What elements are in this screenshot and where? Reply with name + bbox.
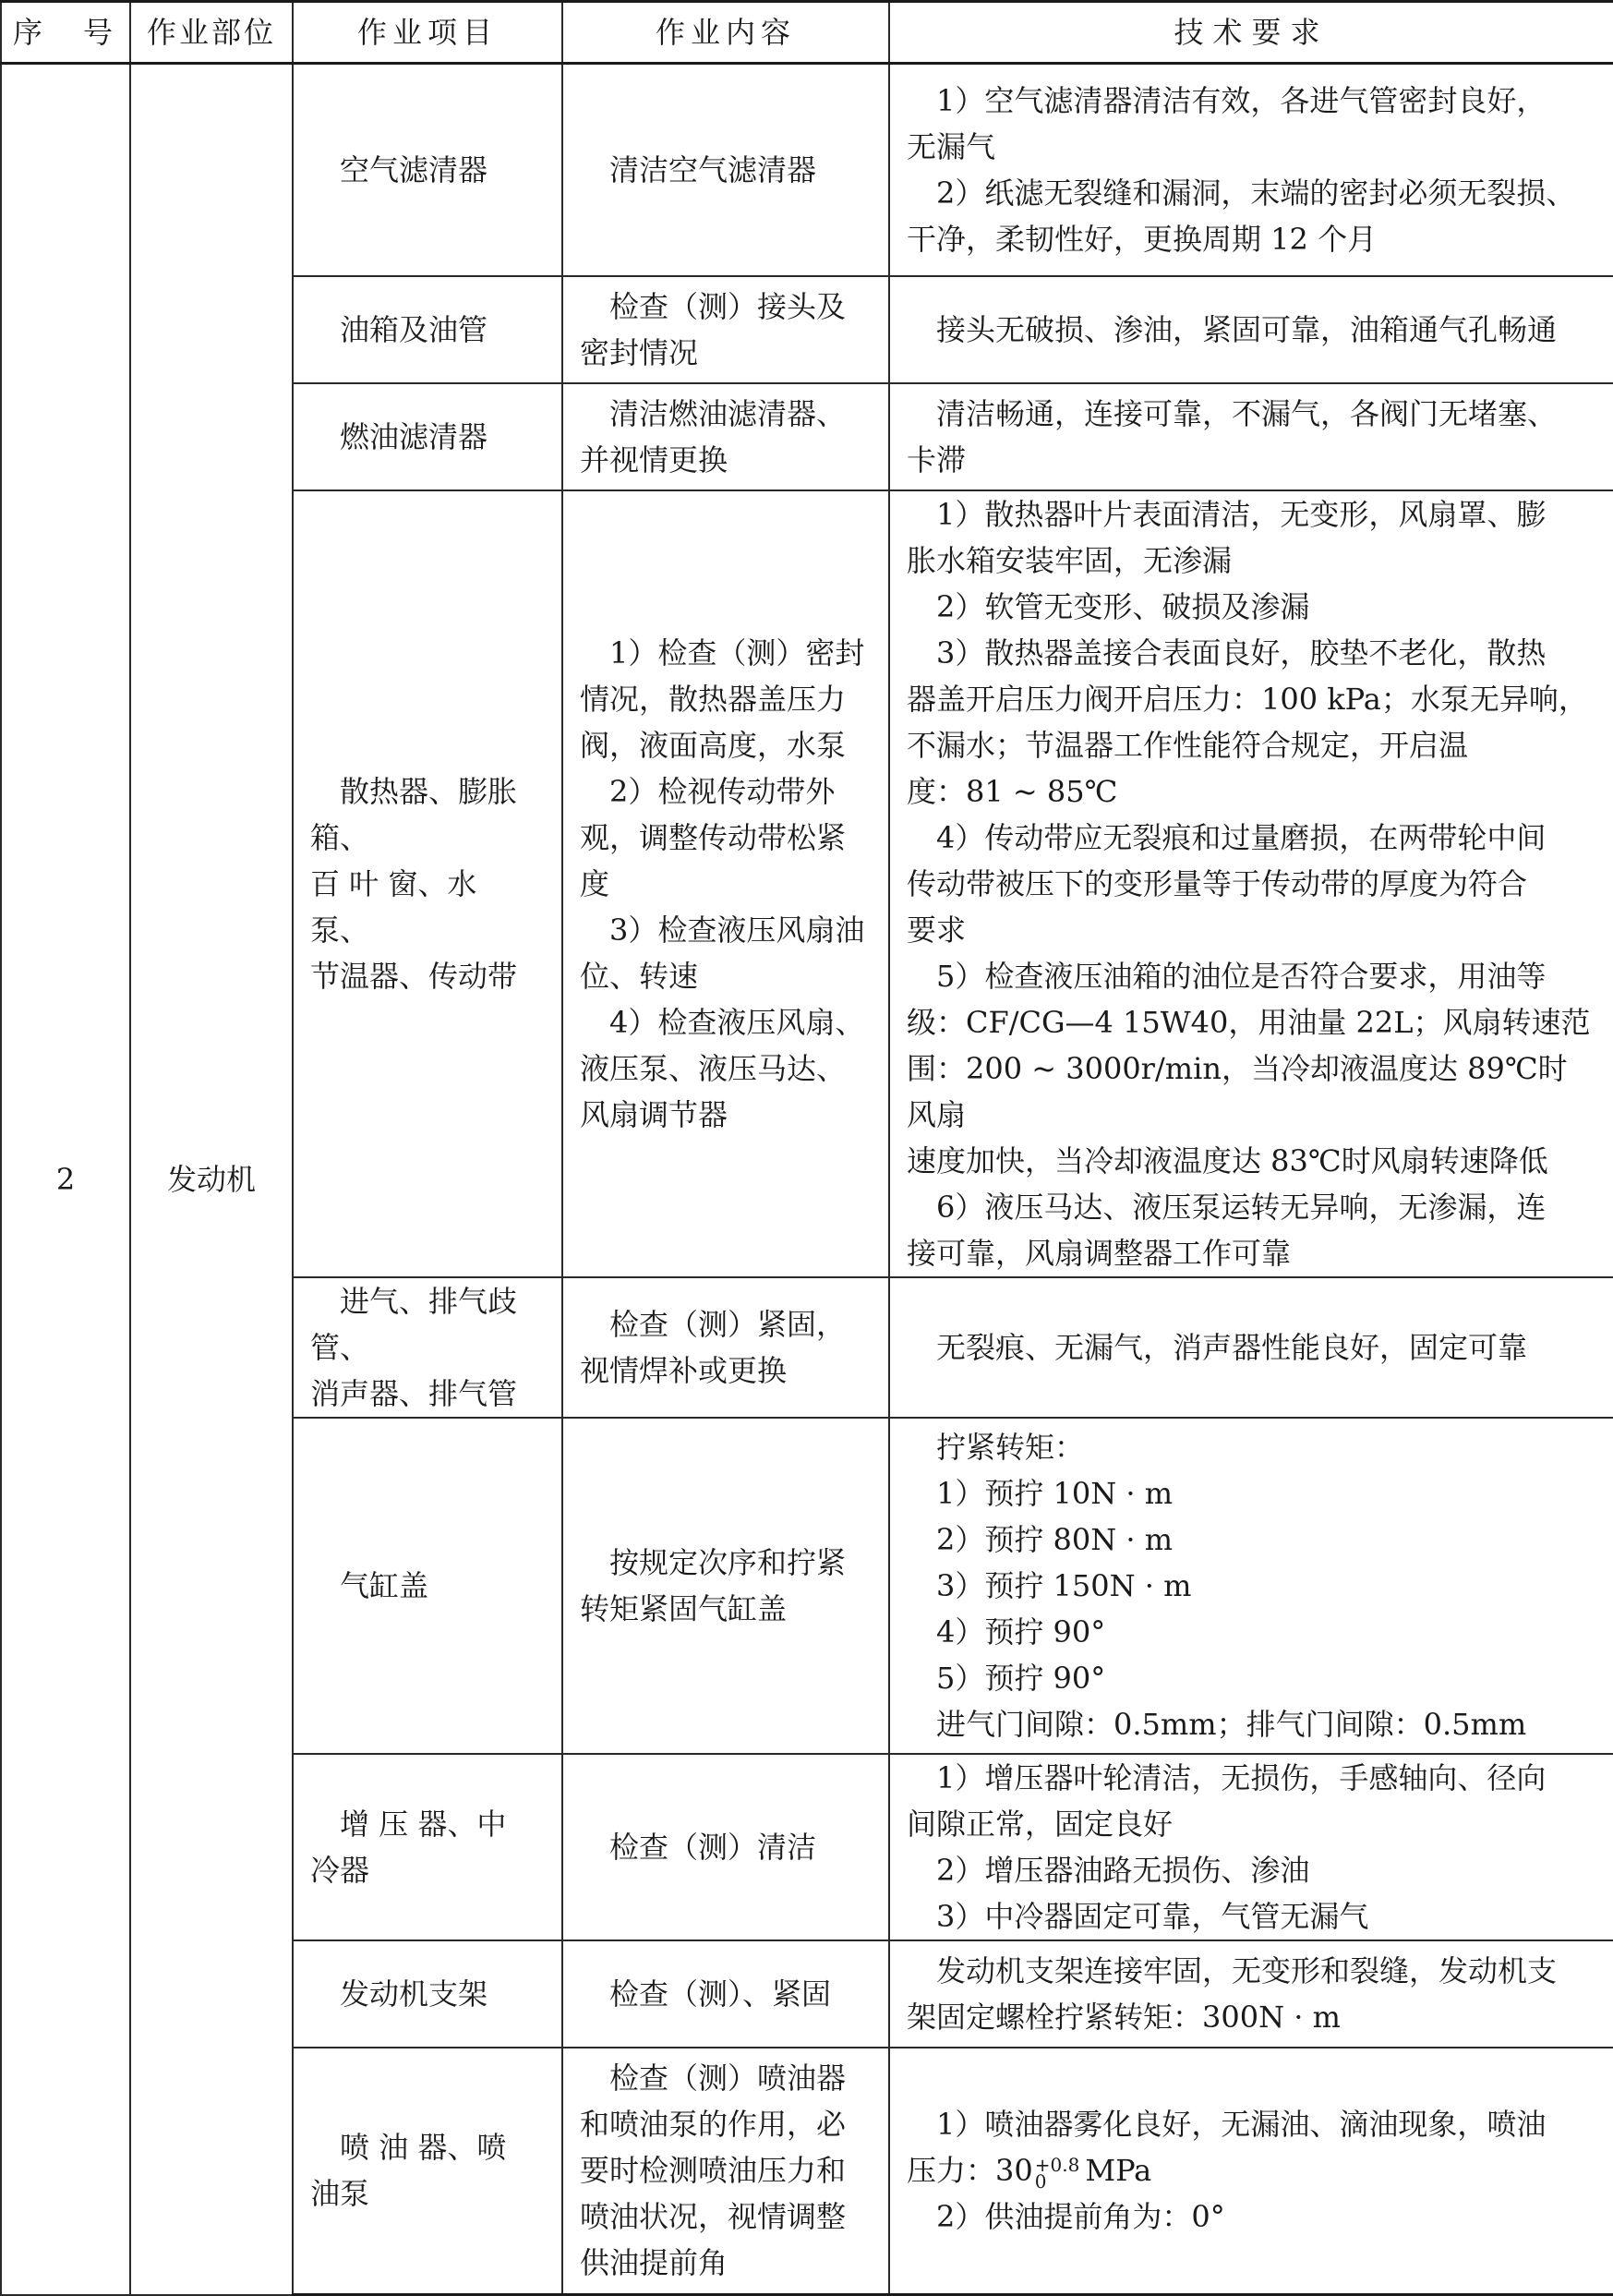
item-cell xyxy=(293,1418,562,1754)
requirement-cell xyxy=(889,383,1613,490)
item-line: 油泵 xyxy=(310,2176,370,2212)
requirement-cell xyxy=(889,2048,1613,2295)
item-cell xyxy=(293,276,562,383)
requirement-line: 接可靠，风扇调整器工作可靠 xyxy=(907,1235,1292,1271)
item-line: 百 叶 窗、水 泵、 xyxy=(310,865,477,948)
requirement-line: 间隙正常，固定良好 xyxy=(907,1806,1174,1842)
requirement-cell xyxy=(889,1277,1613,1418)
table-row xyxy=(1,64,1613,276)
requirement-line: 进气门间隙：0.5mm；排气门间隙：0.5mm xyxy=(936,1706,1527,1742)
content-line: 要时检测喷油压力和 xyxy=(580,2153,847,2189)
content-line: 按规定次序和拧紧 xyxy=(609,1544,847,1580)
content-line: 1）检查（测）密封 xyxy=(609,634,865,671)
requirement-line: 1）喷油器雾化良好，无漏油、滴油现象，喷油 xyxy=(936,2107,1547,2143)
content-line: 位、转速 xyxy=(580,958,699,994)
requirement-line: 接头无破损、渗油，紧固可靠，油箱通气孔畅通 xyxy=(936,311,1558,347)
tolerance-upper: +0.8 xyxy=(1034,2153,1080,2176)
content-line: 4）检查液压风扇、 xyxy=(609,1004,865,1040)
requirement-line: 度：81 ~ 85℃ xyxy=(907,773,1118,809)
content-cell xyxy=(562,64,889,276)
header-content: 作业内容 xyxy=(562,2,889,64)
requirement-line: 2）供油提前角为：0° xyxy=(936,2199,1225,2235)
requirement-line: 清洁畅通，连接可靠，不漏气，各阀门无堵塞、 xyxy=(936,395,1558,431)
requirement-line: 3）中冷器固定可靠，气管无漏气 xyxy=(936,1898,1369,1934)
requirement-line: 拧紧转矩： xyxy=(936,1429,1085,1465)
content-line: 2）检视传动带外 xyxy=(609,773,836,809)
requirement-line: 5）预拧 90° xyxy=(936,1660,1106,1696)
requirement-cell xyxy=(889,1940,1613,2048)
requirement-line: 围：200 ~ 3000r/min，当冷却液温度达 89℃时风扇 xyxy=(907,1050,1568,1132)
requirement-line: 6）液压马达、液压泵运转无异响，无渗漏，连 xyxy=(936,1189,1547,1225)
content-line: 供油提前角 xyxy=(580,2245,728,2281)
item-line: 消声器、排气管 xyxy=(310,1375,518,1411)
content-line: 观，调整传动带松紧度 xyxy=(580,819,847,901)
content-line: 风扇调节器 xyxy=(580,1096,728,1132)
content-line: 检查（测）紧固， xyxy=(609,1306,847,1342)
item-line: 空气滤清器 xyxy=(340,151,488,187)
item-line: 燃油滤清器 xyxy=(340,418,488,454)
requirement-cell xyxy=(889,1754,1613,1940)
content-line: 和喷油泵的作用，必 xyxy=(580,2107,847,2143)
requirement-line: 器盖开启压力阀开启压力：100 kPa；水泵无异响， xyxy=(907,681,1588,717)
content-cell xyxy=(562,1754,889,1940)
requirement-line: 4）传动带应无裂痕和过量磨损，在两带轮中间 xyxy=(936,819,1547,855)
requirement-line: 1）空气滤清器清洁有效，各进气管密封良好， xyxy=(936,82,1547,118)
content-cell xyxy=(562,383,889,490)
requirement-line xyxy=(907,2147,1596,2193)
requirement-line: 卡滞 xyxy=(907,441,967,477)
item-line: 增 压 器、中 xyxy=(340,1806,507,1842)
group-no: 2 xyxy=(1,64,130,2295)
header-no: 序 号 xyxy=(1,2,130,64)
content-line: 3）检查液压风扇油 xyxy=(609,912,865,948)
header-requirement: 技术要求 xyxy=(889,2,1613,64)
requirement-cell xyxy=(889,276,1613,383)
requirement-line: 无漏气 xyxy=(907,128,996,164)
content-line: 阀，液面高度，水泵 xyxy=(580,727,847,763)
content-line: 检查（测）接头及 xyxy=(609,288,847,324)
content-cell xyxy=(562,1277,889,1418)
requirement-line: 1）预拧 10N · m xyxy=(936,1475,1174,1511)
requirement-line: 2）预拧 80N · m xyxy=(936,1521,1174,1557)
requirement-cell xyxy=(889,1418,1613,1754)
requirement-line: 传动带被压下的变形量等于传动带的厚度为符合 xyxy=(907,865,1528,901)
requirement-cell xyxy=(889,64,1613,276)
content-line: 喷油状况，视情调整 xyxy=(580,2199,847,2235)
requirement-line: 2）增压器油路无损伤、渗油 xyxy=(936,1852,1310,1888)
requirement-line: 1）散热器叶片表面清洁，无变形，风扇罩、膨 xyxy=(936,496,1547,532)
requirement-line: 4）预拧 90° xyxy=(936,1613,1106,1649)
item-cell xyxy=(293,1754,562,1940)
table-header-row xyxy=(1,2,1613,64)
content-line: 密封情况 xyxy=(580,334,699,370)
item-line: 发动机支架 xyxy=(340,1976,488,2012)
content-line: 并视情更换 xyxy=(580,441,728,477)
content-line: 转矩紧固气缸盖 xyxy=(580,1590,788,1626)
requirement-line: 5）检查液压油箱的油位是否符合要求，用油等 xyxy=(936,958,1547,994)
item-cell xyxy=(293,1277,562,1418)
item-line: 节温器、传动带 xyxy=(310,958,518,994)
content-cell xyxy=(562,1940,889,2048)
content-cell xyxy=(562,490,889,1277)
item-line: 喷 油 器、喷 xyxy=(340,2130,507,2166)
content-line: 情况，散热器盖压力 xyxy=(580,681,847,717)
pressure-label: 压力：30 xyxy=(907,2153,1033,2189)
requirement-line: 干净，柔韧性好，更换周期 12 个月 xyxy=(907,221,1378,257)
content-cell xyxy=(562,1418,889,1754)
item-line: 油箱及油管 xyxy=(340,311,488,347)
content-line: 检查（测）清洁 xyxy=(609,1829,817,1865)
item-cell xyxy=(293,383,562,490)
requirement-line: 1）增压器叶轮清洁，无损伤，手感轴向、径向 xyxy=(936,1759,1547,1795)
content-line: 清洁空气滤清器 xyxy=(609,151,817,187)
item-cell xyxy=(293,64,562,276)
header-part: 作业部位 xyxy=(130,2,293,64)
tolerance xyxy=(1034,2153,1080,2193)
requirement-line: 级：CF/CG—4 15W40，用油量 22L；风扇转速范 xyxy=(907,1004,1591,1040)
requirement-line: 3）散热器盖接合表面良好，胶垫不老化，散热 xyxy=(936,634,1547,671)
requirement-line: 发动机支架连接牢固，无变形和裂缝，发动机支 xyxy=(936,1952,1558,1988)
requirement-line: 要求 xyxy=(907,912,967,948)
requirement-line: 2）软管无变形、破损及渗漏 xyxy=(936,588,1310,624)
requirement-line: 3）预拧 150N · m xyxy=(936,1567,1192,1603)
item-line: 冷器 xyxy=(310,1852,370,1888)
item-line: 进气、排气歧管、 xyxy=(310,1283,518,1365)
requirement-line: 架固定螺栓拧紧转矩：300N · m xyxy=(907,1999,1341,2035)
requirement-line: 速度加快，当冷却液温度达 83℃时风扇转速降低 xyxy=(907,1142,1548,1178)
requirement-line: 无裂痕、无漏气，消声器性能良好，固定可靠 xyxy=(936,1329,1528,1365)
content-line: 检查（测）喷油器 xyxy=(609,2060,847,2097)
item-cell xyxy=(293,490,562,1277)
requirement-line: 胀水箱安装牢固，无渗漏 xyxy=(907,542,1233,578)
content-line: 检查（测）、紧固 xyxy=(609,1976,832,2012)
item-line: 气缸盖 xyxy=(340,1567,429,1603)
item-cell xyxy=(293,1940,562,2048)
content-line: 视情焊补或更换 xyxy=(580,1352,788,1388)
content-line: 液压泵、液压马达、 xyxy=(580,1050,847,1086)
requirement-line: 2）纸滤无裂缝和漏洞，末端的密封必须无裂损、 xyxy=(936,175,1576,211)
content-cell xyxy=(562,2048,889,2295)
group-part: 发动机 xyxy=(130,64,293,2295)
pressure-unit: MPa xyxy=(1085,2153,1152,2189)
requirement-line: 不漏水；节温器工作性能符合规定，开启温 xyxy=(907,727,1469,763)
tolerance-lower: 0 xyxy=(1034,2169,1047,2193)
content-line: 清洁燃油滤清器、 xyxy=(609,395,847,431)
item-line: 散热器、膨胀箱、 xyxy=(310,773,518,855)
requirement-cell xyxy=(889,490,1613,1277)
header-item: 作业项目 xyxy=(293,2,562,64)
content-cell xyxy=(562,276,889,383)
item-cell xyxy=(293,2048,562,2295)
